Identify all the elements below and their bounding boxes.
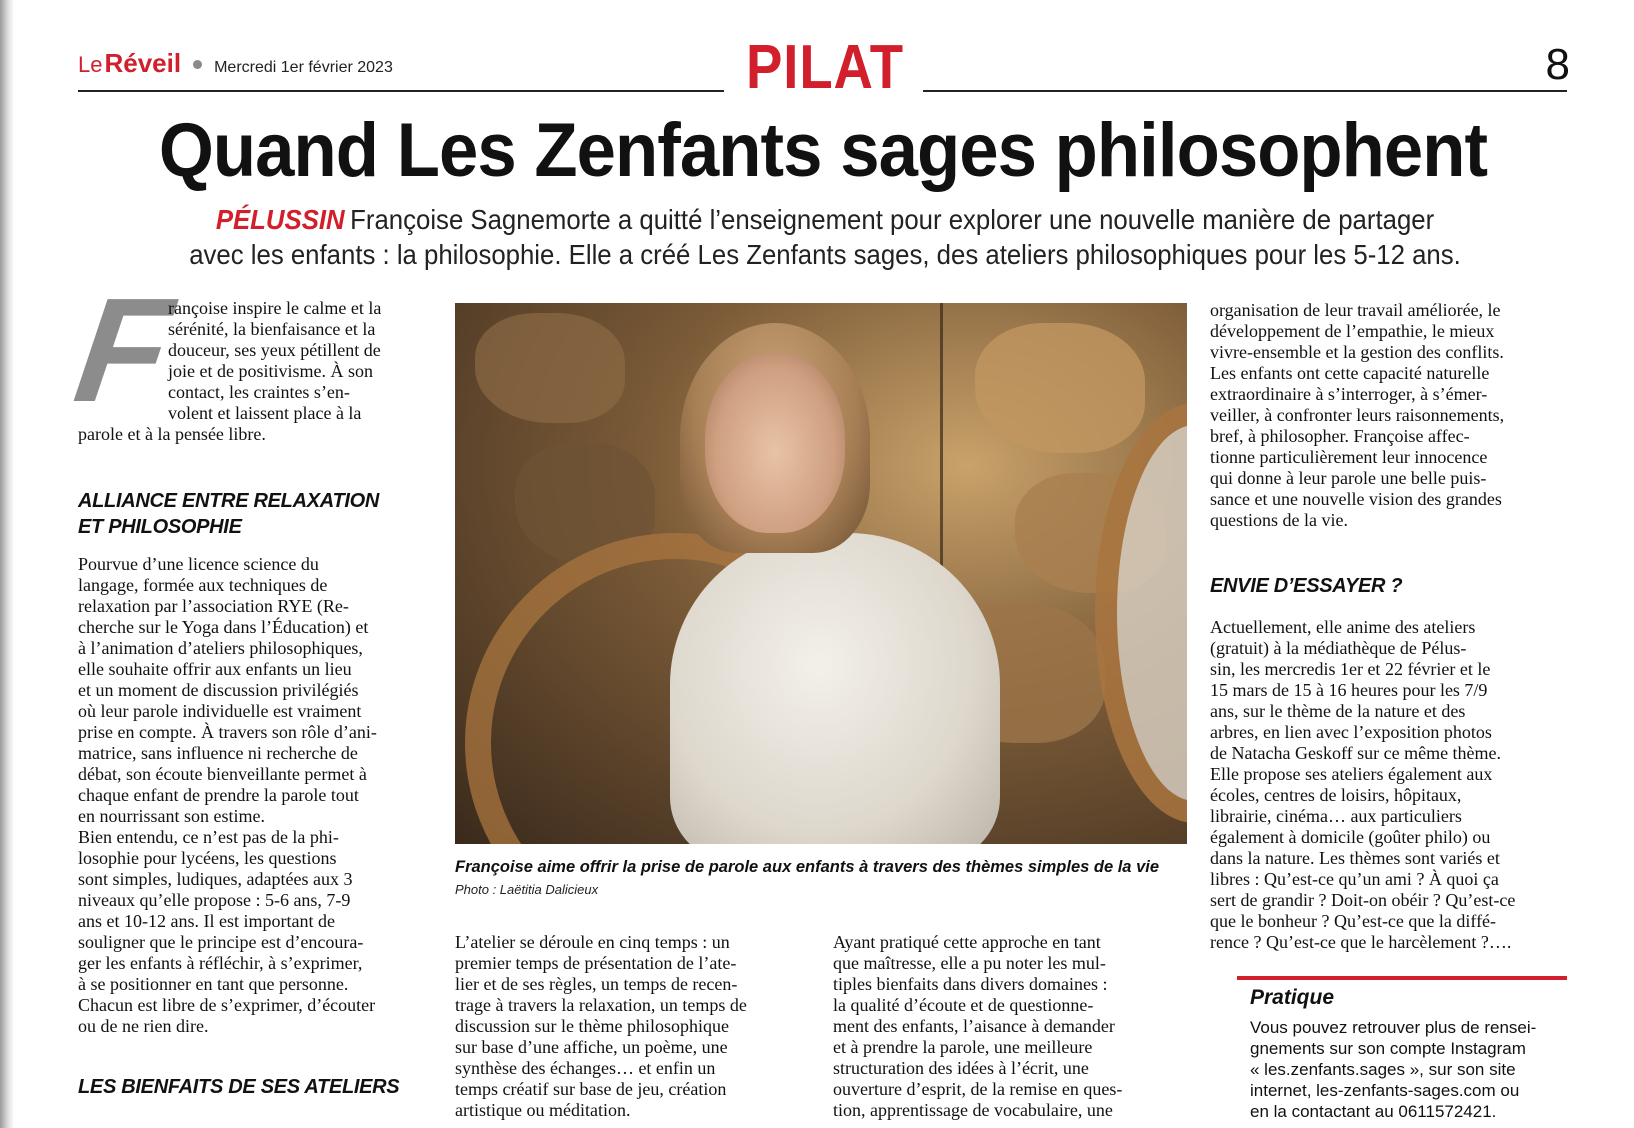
photo-credit: Photo : Laëtitia Dalicieux (455, 882, 599, 897)
separator-dot-icon (193, 60, 202, 69)
person-face (705, 353, 845, 533)
standfirst-line-2: avec les enfants : la philosophie. Elle a créé Les Zenfants sages, des ateliers philosophiques pour les 5-12 ans. (189, 239, 1461, 270)
photo-caption (455, 856, 1190, 901)
column-4b-body (1210, 617, 1575, 953)
header-rule-right (923, 90, 1567, 92)
intro-line: volent et laissent place à la (168, 403, 362, 423)
subhead-alliance-line-1: ALLIANCE ENTRE RELAXATION (78, 490, 380, 512)
pratique-title: Pratique (1250, 986, 1335, 1009)
pratique-body (1250, 1017, 1570, 1122)
column-4b-text: Actuellement, elle anime des ateliers (gratuit) à la médiathèque de Pélus- sin, les mercredis 1er et 22 février et le 15 mars de 15 à 16 heures pour les 7/9 ans, sur le thème de la nature et des arbres, en lien avec l’exposition photos de Natacha Geskoff sur ce même thème. Elle propose ses ateliers également aux écoles, centres de loisirs, hôpitaux, librairie, cinéma… aux particuliers également à domicile (goûter philo) ou dans la nature. Les thèmes sont variés et libres : Qu’est-ce qu’un ami ? À quoi ça sert de grandir ? Doit-on obéir ? Qu’est-ce que le bonheur ? Qu’est-ce que la diffé- rence ? Qu’est-ce que le harcèlement ?…. (1210, 617, 1516, 952)
header-rule-left (78, 90, 724, 92)
column-4-body (1210, 300, 1575, 531)
article-photo (455, 303, 1187, 844)
column-2-text: L’atelier se déroule en cinq temps : un premier temps de présentation de l’ate- lier et de ses règles, un temps de recen- trage à travers la relaxation, un temps de discussion sur le thème philosophique sur base d’une affiche, un poème, une synthèse des échanges… et enfin un temps créatif sur base de jeu, création artistique ou méditation. (455, 932, 747, 1120)
subhead-alliance-line-2: ET PHILOSOPHIE (78, 516, 242, 538)
intro-line: sérénité, la bienfaisance et la (168, 319, 376, 339)
intro-line: douceur, ses yeux pétillent de (168, 340, 381, 360)
logo-le: Le (78, 52, 103, 77)
pratique-text: Vous pouvez retrouver plus de rensei- gnements sur son compte Instagram « les.zenfants.sages », sur son site internet, les-zenfants-sages.com ou en la contactant au 0611572421. (1250, 1018, 1537, 1121)
section-title: PILAT (746, 33, 904, 102)
pratique-rule (1237, 976, 1567, 980)
subhead-bienfaits: LES BIENFAITS DE SES ATELIERS (78, 1076, 400, 1098)
person-sweater (670, 533, 1000, 844)
standfirst-location: PÉLUSSIN (215, 204, 345, 235)
photo-caption-text: Françoise aime offrir la prise de parole aux enfants à travers des thèmes simples de la vie (455, 858, 1160, 876)
column-1-body (78, 554, 440, 1037)
intro-line: parole et à la pensée libre. (78, 424, 266, 444)
column-1-text: Pourvue d’une licence science du langage, formée aux techniques de relaxation par l’association RYE (Re- cherche sur le Yoga dans l’Éducation) et à l’animation d’ateliers philosophiques, elle souhaite offrir aux enfants un lieu et un moment de discussion privilégiés où leur parole individuelle est vraiment prise en compte. À travers son rôle d’ani- matrice, sans influence ni recherche de débat, son écoute bienveillante permet à chaque enfant de prendre la parole tout en nourrissant son estime. Bien entendu, ce n’est pas de la phi- losophie pour lycéens, les questions sont simples, ludiques, adaptées aux 3 niveaux qu’elle propose : 5-6 ans, 7-9 ans et 10-12 ans. Il est important de souligner que le principe est d’encoura- ger les enfants à réfléchir, à s’exprimer, à se positionner en tant que personne. Chacun est libre de s’exprimer, d’écouter ou de ne rien dire. (78, 554, 377, 1036)
column-2-body (455, 932, 815, 1121)
logo-reveil: Réveil (104, 48, 182, 78)
intro-paragraph (168, 298, 436, 424)
masthead (78, 48, 393, 78)
drop-cap: F (66, 268, 181, 433)
subhead-alliance (78, 488, 438, 540)
standfirst-line-1 (158, 202, 1492, 237)
intro-line: joie et de positivisme. À son (168, 361, 373, 381)
column-4-text: organisation de leur travail améliorée, le développement de l’empathie, le mieux vivre-ensemble et la gestion des conflits. Les enfants ont cette capacité naturelle extraordinaire à s’interroger, à s’émer- veiller, à confronter leurs raisonnements, bref, à philosopher. Françoise affec- tionne particulièrement leur innocence qui donne à leur parole une belle puis- sance et une nouvelle vision des grandes questions de la vie. (1210, 300, 1505, 530)
page-edge-shadow (0, 0, 14, 1128)
issue-date: Mercredi 1er février 2023 (214, 59, 393, 76)
column-3-body (833, 932, 1193, 1121)
page-number: 8 (1545, 40, 1570, 89)
article-standfirst (100, 202, 1550, 272)
column-3-text: Ayant pratiqué cette approche en tant que maîtresse, elle a pu noter les mul- tiples bienfaits dans divers domaines : la qualité d’écoute et de questionne- ment des enfants, l’aisance à demander et à prendre la parole, une meilleure structuration des idées à l’écrit, une ouverture d’esprit, de la remise en ques- tion, apprentissage de vocabulaire, une (833, 932, 1123, 1120)
intro-last-line (78, 424, 438, 445)
standfirst-text-1: Françoise Sagnemorte a quitté l’enseignement pour explorer une nouvelle manière de partager (350, 204, 1435, 235)
intro-line: rançoise inspire le calme et la (168, 298, 382, 318)
subhead-envie: ENVIE D’ESSAYER ? (1210, 575, 1403, 597)
intro-line: contact, les craintes s’en- (168, 382, 350, 402)
article-headline: Quand Les Zenfants sages philosophent (158, 108, 1488, 193)
